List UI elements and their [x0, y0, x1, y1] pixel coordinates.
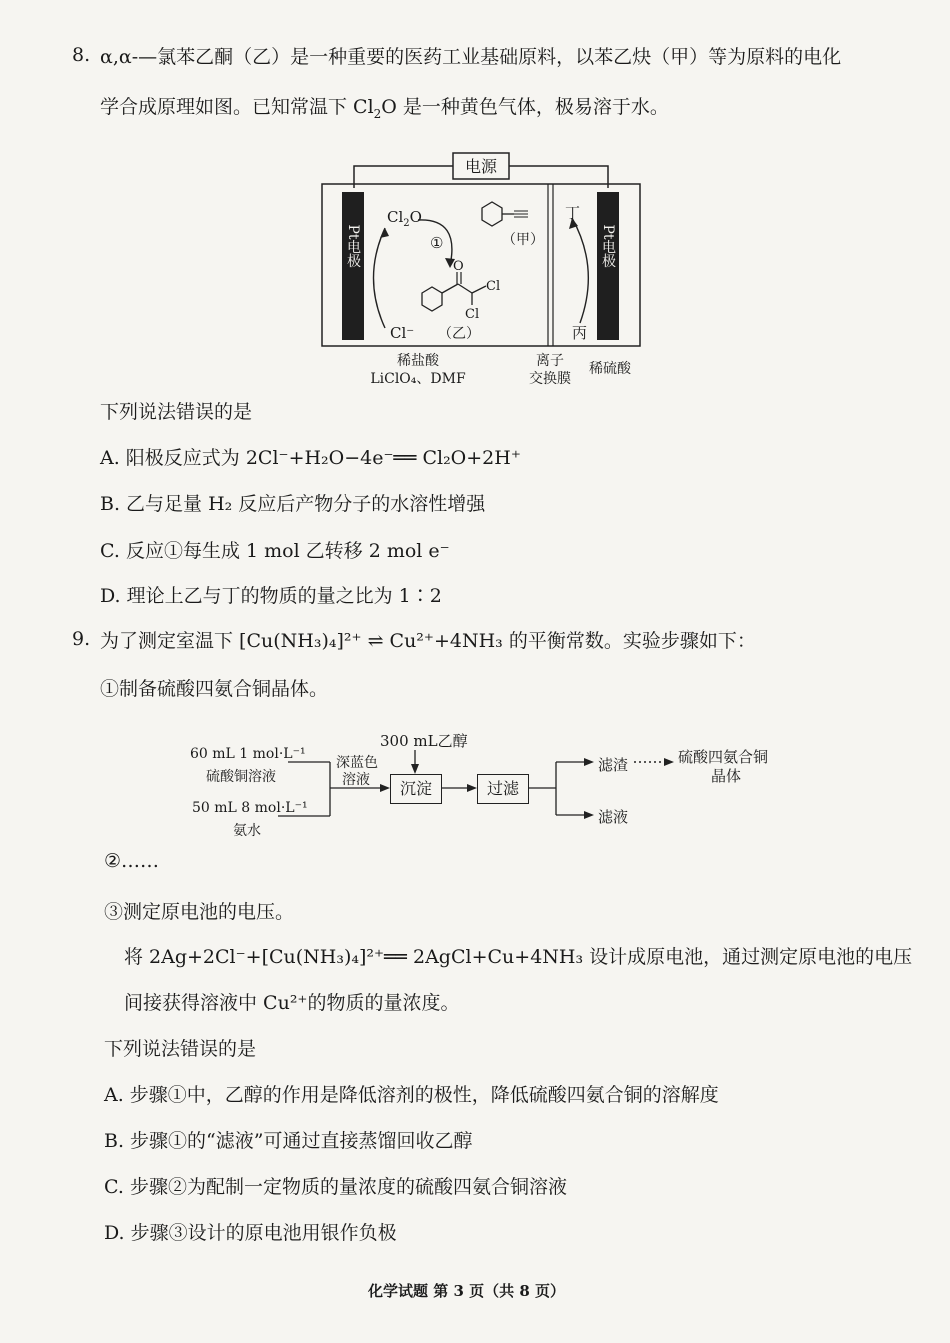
membrane-label-2: 交换膜	[529, 371, 571, 387]
q9-prompt: 下列说法错误的是	[104, 1038, 257, 1060]
q9-step2: ②……	[104, 850, 160, 872]
q9-para-line2: 间接获得溶液中 Cu²⁺的物质的量浓度。	[124, 992, 460, 1014]
ethanol-label: 300 mL乙醇	[380, 732, 468, 750]
power-label: 电源	[464, 157, 498, 176]
q9-para-line1: 将 2Ag+2Cl⁻+[Cu(NH₃)₄]²⁺══ 2AgCl+Cu+4NH₃ 设计成原电池，通过测定原电池的电压	[124, 946, 913, 968]
q8-number: 8.	[72, 44, 91, 66]
q9-stem: 为了测定室温下 [Cu(NH₃)₄]²⁺ ⇌ Cu²⁺+4NH₃ 的平衡常数。实验步骤如下：	[100, 630, 756, 652]
precipitate-box: 沉淀	[390, 774, 442, 804]
filter-box: 过滤	[477, 774, 529, 804]
electrolyte-label-2: LiClO₄、DMF	[370, 371, 466, 387]
q9-option-b: B. 步骤①的“滤液”可通过直接蒸馏回收乙醇	[104, 1130, 473, 1152]
q8-prompt: 下列说法错误的是	[100, 401, 253, 423]
q8-option-c: C. 反应①每生成 1 mol 乙转移 2 mol e⁻	[100, 540, 450, 562]
nh3-label-1: 50 mL 8 mol·L⁻¹	[192, 800, 308, 816]
jia-label: （甲）	[502, 232, 544, 248]
page-footer: 化学试题 第 3 页（共 8 页）	[368, 1282, 565, 1300]
ding-label: 丁	[565, 204, 581, 222]
cuso4-label-2: 硫酸铜溶液	[206, 769, 276, 785]
circle-one-label: ①	[430, 234, 444, 252]
q9-option-d: D. 步骤③设计的原电池用银作负极	[104, 1222, 397, 1244]
residue-label: 滤渣	[598, 756, 629, 774]
oxygen-atom: O	[453, 259, 464, 274]
cl-minus-label: Cl⁻	[390, 324, 415, 342]
cuso4-label-1: 60 mL 1 mol·L⁻¹	[190, 746, 306, 762]
cl-atom-1: Cl	[486, 279, 501, 294]
membrane-label-1: 离子	[536, 353, 564, 369]
yi-label: （乙）	[438, 326, 480, 342]
left-electrode-label: Pt电极	[345, 224, 361, 268]
product-label-1: 硫酸四氨合铜	[678, 748, 769, 766]
q9-step1: ①制备硫酸四氨合铜晶体。	[100, 678, 329, 700]
bing-label: 丙	[572, 324, 588, 342]
q8-option-d: D. 理论上乙与丁的物质的量之比为 1∶2	[100, 585, 442, 607]
q9-option-a: A. 步骤①中，乙醇的作用是降低溶剂的极性，降低硫酸四氨合铜的溶解度	[104, 1084, 719, 1106]
q9-number: 9.	[72, 628, 91, 650]
q8-option-b: B. 乙与足量 H₂ 反应后产物分子的水溶性增强	[100, 493, 486, 515]
q9-step3: ③测定原电池的电压。	[104, 901, 295, 923]
q9-option-c: C. 步骤②为配制一定物质的量浓度的硫酸四氨合铜溶液	[104, 1176, 567, 1198]
filtrate-label: 滤液	[598, 808, 629, 826]
nh3-label-2: 氨水	[233, 823, 261, 839]
q8-stem-line2: 学合成原理如图。已知常温下 $Cl_2O$ 是一种黄色气体，极易溶于水。	[100, 96, 669, 121]
deep-blue-label-2: 溶液	[342, 772, 370, 788]
deep-blue-label-1: 深蓝色	[336, 755, 378, 771]
cl2o-label: $Cl_2O$	[387, 208, 422, 229]
q8-option-a: A. 阳极反应式为 2Cl⁻+H₂O−4e⁻══ Cl₂O+2H⁺	[100, 447, 521, 469]
electrolyte-label-1: 稀盐酸	[397, 353, 439, 369]
product-label-2: 晶体	[711, 767, 742, 785]
right-electrode-label: Pt电极	[600, 224, 616, 268]
q8-stem-line1: α,α-—氯苯乙酮（乙）是一种重要的医药工业基础原料，以苯乙炔（甲）等为原料的电化	[100, 46, 842, 68]
right-solution-label: 稀硫酸	[589, 361, 631, 377]
cl-atom-2: Cl	[465, 307, 480, 322]
